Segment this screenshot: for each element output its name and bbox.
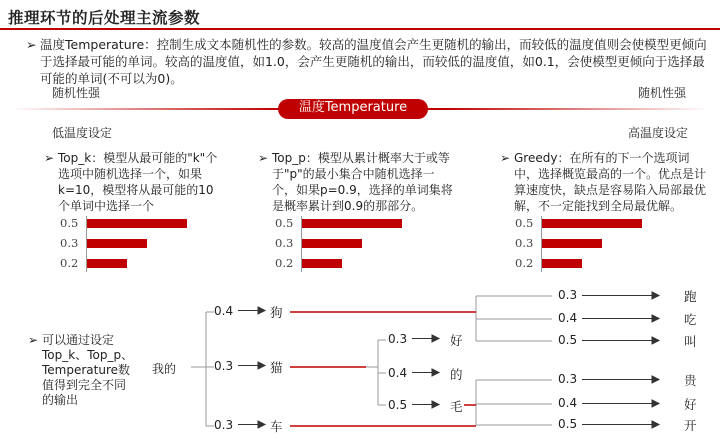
level1-prob: 0.4 — [214, 304, 234, 318]
left-top-label: 随机性强 — [52, 86, 101, 100]
car-child-word: 贵 — [684, 373, 697, 388]
bar-tick-label: 0.5 — [515, 216, 534, 230]
bar-tick-label: 0.3 — [60, 236, 79, 250]
bullet-arrow-icon: ➢ — [500, 151, 511, 165]
greedy-text: Greedy：在所有的下一个选项词中，选择概览最高的一个。优点是计算速度快，缺点是容易陷入局部最优解，不一定能找到全局最优解。 — [514, 151, 707, 213]
left-bottom-label: 低温度设定 — [52, 126, 113, 140]
tree-note-text: 可以通过设定Top_k、Top_p、Temperature数值得到完全不同的输出 — [42, 333, 134, 407]
dog-child-word: 叫 — [684, 334, 697, 349]
bullet-arrow-icon: ➢ — [26, 37, 37, 52]
right-top-label: 随机性强 — [638, 86, 687, 100]
tree-note — [28, 333, 134, 408]
level1-word: 狗 — [270, 305, 283, 320]
level1-prob: 0.3 — [214, 359, 234, 373]
bullet-arrow-icon: ➢ — [28, 333, 39, 347]
car-child-word: 开 — [684, 418, 697, 433]
dog-child-prob: 0.3 — [558, 288, 578, 302]
car-child-word: 好 — [684, 397, 697, 412]
dog-child-prob: 0.5 — [558, 333, 578, 347]
dog-child-prob: 0.4 — [558, 311, 578, 325]
page-title: 推理环节的后处理主流参数 — [8, 9, 201, 27]
level1-word: 车 — [270, 419, 283, 434]
bar-tick-label: 0.3 — [275, 236, 294, 250]
level1-word: 猫 — [270, 360, 283, 375]
bar-tick-label: 0.2 — [275, 256, 294, 270]
tree-root-word: 我的 — [152, 362, 177, 376]
cat-child-word: 的 — [450, 367, 463, 382]
dog-child-word: 吃 — [684, 312, 697, 327]
car-child-prob: 0.3 — [558, 372, 578, 386]
cat-child-prob: 0.5 — [388, 398, 408, 412]
topk-text: Top_k：模型从最可能的"k"个选项中随机选择一个，如果k=10，模型将从最可能的10个单词中选择一个 — [58, 151, 218, 213]
topp-text: Top_p：模型从累计概率大于或等于"p"的最小集合中随机选择一个，如果p=0.9，选择的单词集将是概率累计到0.9的那部分。 — [272, 151, 453, 213]
bar-tick-label: 0.3 — [515, 236, 534, 250]
bar-tick-label: 0.5 — [275, 216, 294, 230]
right-bottom-label: 高温度设定 — [628, 126, 689, 140]
car-child-prob: 0.4 — [558, 396, 578, 410]
temperature-band-label: 温度Temperature — [298, 100, 408, 115]
bullet-arrow-icon: ➢ — [258, 151, 269, 165]
bar-tick-label: 0.5 — [60, 216, 79, 230]
cat-child-word: 毛 — [450, 399, 463, 414]
cat-child-prob: 0.4 — [388, 366, 408, 380]
bar-tick-label: 0.2 — [60, 256, 79, 270]
car-child-prob: 0.5 — [558, 417, 578, 431]
bullet-arrow-icon: ➢ — [44, 151, 55, 165]
level1-prob: 0.3 — [214, 418, 234, 432]
bar-tick-label: 0.2 — [515, 256, 534, 270]
dog-child-word: 跑 — [684, 289, 697, 304]
cat-child-prob: 0.3 — [388, 332, 408, 346]
temperature-text: 温度Temperature：控制生成文本随机性的参数。较高的温度值会产生更随机的输出，而较低的温度值则会使模型更倾向于选择最可能的单词。较高的温度值，如1.0，会产生更随机的输出，而较低的温度值，如0.1，会使模型更倾向于选择最可能的单词(不可以为0)。 — [40, 37, 707, 86]
cat-child-word: 好 — [450, 333, 463, 348]
